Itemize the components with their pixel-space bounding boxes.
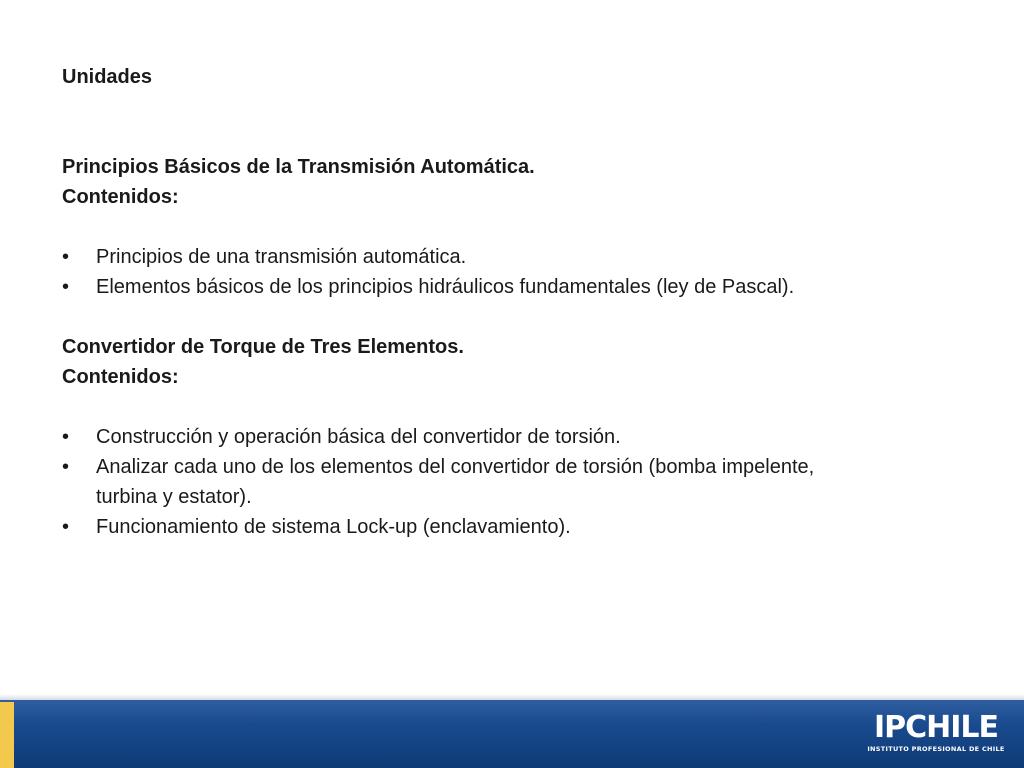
logo-sub-text: INSTITUTO PROFESIONAL DE CHILE [867, 745, 1005, 753]
section-subtitle: Contenidos: [62, 366, 179, 388]
logo-main-text: IPCHILE [873, 710, 999, 745]
list-item [62, 512, 862, 542]
footer-accent [0, 702, 14, 768]
slide-heading: Unidades [62, 66, 153, 88]
list-item-text: Elementos básicos de los principios hidráulicos fundamentales (ley de Pascal). [96, 276, 795, 298]
list-item [62, 272, 862, 302]
bullet-icon: • [62, 426, 70, 448]
bullet-list [62, 422, 862, 542]
section-title: Convertidor de Torque de Tres Elementos. [62, 336, 464, 358]
bullet-icon: • [62, 456, 70, 478]
list-item-text: Principios de una transmisión automática. [96, 246, 467, 268]
bullet-icon: • [62, 516, 70, 538]
list-item-text: Construcción y operación básica del convertidor de torsión. [96, 426, 621, 448]
list-item-text: Analizar cada uno de los elementos del convertidor de torsión (bomba impelente, turbina y estator). [96, 456, 815, 508]
list-item [62, 242, 862, 272]
section-title: Principios Básicos de la Transmisión Automática. [62, 156, 535, 178]
ipchile-logo [866, 712, 1006, 754]
section-1 [62, 152, 862, 302]
section-2 [62, 332, 862, 542]
bullet-icon: • [62, 276, 70, 298]
list-item [62, 422, 862, 452]
bullet-list [62, 242, 862, 302]
list-item [62, 452, 862, 512]
bullet-icon: • [62, 246, 70, 268]
slide-content [62, 62, 862, 542]
section-subtitle: Contenidos: [62, 186, 179, 208]
list-item-text: Funcionamiento de sistema Lock-up (enclavamiento). [96, 516, 571, 538]
